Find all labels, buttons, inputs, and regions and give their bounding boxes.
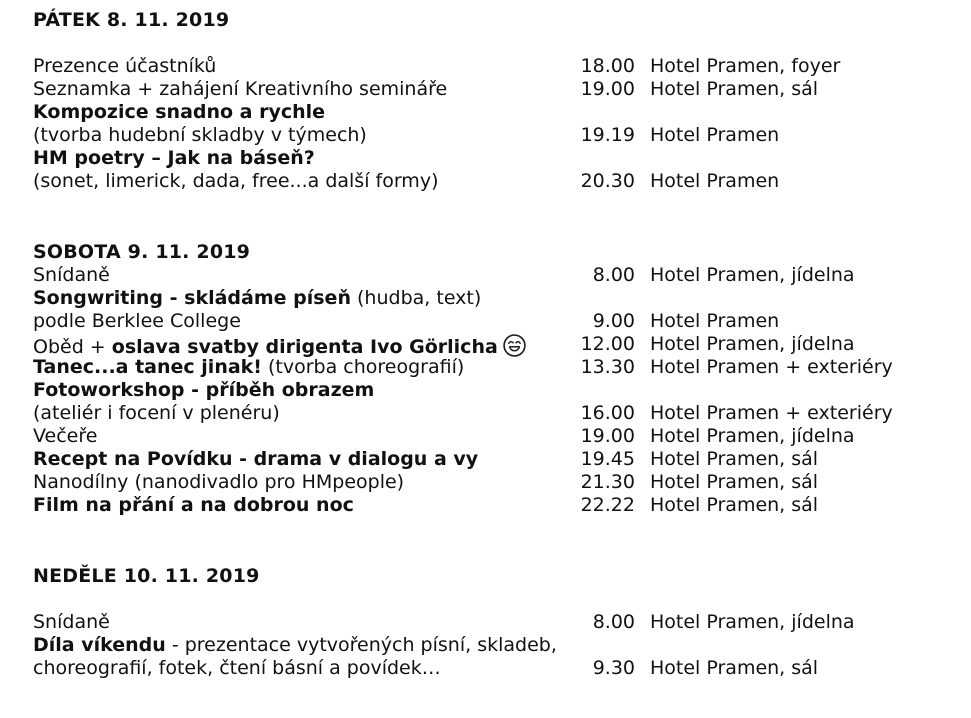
event-title-segment: Oběd + bbox=[33, 336, 112, 358]
event-time: 9.00 bbox=[592, 310, 635, 332]
event-location: Hotel Pramen, jídelna bbox=[650, 611, 855, 633]
event-title bbox=[33, 494, 354, 516]
event-title bbox=[33, 471, 404, 493]
event-title bbox=[33, 78, 447, 100]
schedule-row bbox=[33, 264, 971, 287]
schedule-row bbox=[33, 78, 971, 101]
event-title bbox=[33, 101, 325, 123]
event-location: Hotel Pramen, jídelna bbox=[650, 333, 855, 355]
event-title bbox=[33, 356, 464, 378]
schedule-row bbox=[33, 471, 971, 494]
section-title: SOBOTA 9. 11. 2019 bbox=[33, 241, 251, 263]
event-time: 21.30 bbox=[580, 471, 635, 493]
event-title-bold-segment: Songwriting - skládáme píseň bbox=[33, 287, 351, 309]
event-title bbox=[33, 611, 110, 633]
event-title-bold-segment: Fotoworkshop - příběh obrazem bbox=[33, 379, 375, 401]
event-title-bold-segment: Tanec...a tanec jinak! bbox=[33, 356, 262, 378]
schedule-row bbox=[33, 333, 971, 356]
event-title bbox=[33, 402, 280, 424]
schedule-section bbox=[33, 241, 971, 517]
event-location: Hotel Pramen + exteriéry bbox=[650, 402, 893, 424]
event-time: 19.00 bbox=[580, 425, 635, 447]
event-title-segment: podle Berklee College bbox=[33, 310, 241, 332]
schedule-row bbox=[33, 494, 971, 517]
event-time: 19.00 bbox=[580, 78, 635, 100]
schedule-row bbox=[33, 124, 971, 147]
event-title-segment: (ateliér i focení v plenéru) bbox=[33, 402, 280, 424]
event-title-segment: (tvorba choreografií) bbox=[261, 356, 465, 378]
event-title bbox=[33, 147, 315, 169]
section-title: NEDĚLE 10. 11. 2019 bbox=[33, 565, 260, 587]
event-time: 8.00 bbox=[592, 264, 635, 286]
schedule-row bbox=[33, 657, 971, 680]
event-time: 19.19 bbox=[580, 124, 635, 146]
event-title bbox=[33, 287, 481, 309]
event-location: Hotel Pramen, jídelna bbox=[650, 425, 855, 447]
event-time: 8.00 bbox=[592, 611, 635, 633]
event-location: Hotel Pramen, sál bbox=[650, 78, 819, 100]
event-title bbox=[33, 634, 557, 656]
event-location: Hotel Pramen bbox=[650, 124, 780, 146]
event-title-segment: Snídaně bbox=[33, 611, 110, 633]
event-time: 20.30 bbox=[580, 170, 635, 192]
event-title bbox=[33, 170, 438, 192]
event-title bbox=[33, 264, 110, 286]
schedule-row bbox=[33, 634, 971, 657]
event-title bbox=[33, 55, 216, 77]
event-location: Hotel Pramen, sál bbox=[650, 657, 819, 679]
event-location: Hotel Pramen, foyer bbox=[650, 55, 841, 77]
smiley-icon bbox=[502, 333, 527, 358]
schedule-row bbox=[33, 356, 971, 379]
schedule-row bbox=[33, 425, 971, 448]
event-title-segment: (sonet, limerick, dada, free...a další formy) bbox=[33, 170, 439, 192]
event-title-segment: Prezence účastníků bbox=[33, 55, 217, 77]
schedule-section bbox=[33, 565, 971, 680]
event-title bbox=[33, 124, 367, 146]
schedule-row bbox=[33, 101, 971, 124]
event-title-bold-segment: Recept na Povídku - drama v dialogu a vy bbox=[33, 448, 479, 470]
schedule-row bbox=[33, 611, 971, 634]
event-title-segment: choreografií, fotek, čtení básní a povídek… bbox=[33, 657, 441, 679]
event-location: Hotel Pramen bbox=[650, 170, 780, 192]
schedule-row bbox=[33, 170, 971, 193]
event-time: 16.00 bbox=[580, 402, 635, 424]
event-title-segment: Seznamka + zahájení Kreativního semináře bbox=[33, 78, 448, 100]
event-location: Hotel Pramen bbox=[650, 310, 780, 332]
event-location: Hotel Pramen, sál bbox=[650, 471, 819, 493]
schedule-row bbox=[33, 55, 971, 78]
event-title-bold-segment: Kompozice snadno a rychle bbox=[33, 101, 326, 123]
schedule-row bbox=[33, 310, 971, 333]
schedule-row bbox=[33, 379, 971, 402]
event-title bbox=[33, 448, 478, 470]
schedule-row bbox=[33, 402, 971, 425]
event-location: Hotel Pramen, sál bbox=[650, 448, 819, 470]
event-title-segment: - prezentace vytvořených písní, skladeb, bbox=[165, 634, 557, 656]
event-title-segment: Nanodílny (nanodivadlo pro HMpeople) bbox=[33, 471, 405, 493]
event-title-bold-segment: Díla víkendu bbox=[33, 634, 166, 656]
event-title-segment: (tvorba hudební skladby v týmech) bbox=[33, 124, 367, 146]
schedule-row bbox=[33, 448, 971, 471]
event-time: 9.30 bbox=[592, 657, 635, 679]
event-title bbox=[33, 657, 441, 679]
event-location: Hotel Pramen + exteriéry bbox=[650, 356, 893, 378]
event-time: 18.00 bbox=[580, 55, 635, 77]
schedule-row bbox=[33, 147, 971, 170]
event-time: 13.30 bbox=[580, 356, 635, 378]
event-title bbox=[33, 310, 241, 332]
event-title bbox=[33, 425, 97, 447]
section-title: PÁTEK 8. 11. 2019 bbox=[33, 9, 230, 31]
event-title-segment: (hudba, text) bbox=[350, 287, 482, 309]
event-title-bold-segment: Film na přání a na dobrou noc bbox=[33, 494, 354, 516]
schedule-row bbox=[33, 287, 971, 310]
event-location: Hotel Pramen, jídelna bbox=[650, 264, 855, 286]
schedule-section bbox=[33, 9, 971, 193]
event-title bbox=[33, 336, 527, 358]
event-time: 22.22 bbox=[580, 494, 635, 516]
event-title-segment: Večeře bbox=[33, 425, 98, 447]
event-title-bold-segment: HM poetry – Jak na báseň? bbox=[33, 147, 315, 169]
event-title-bold-segment: oslava svatby dirigenta Ivo Görlicha bbox=[111, 336, 498, 358]
event-title-segment: Snídaně bbox=[33, 264, 110, 286]
event-location: Hotel Pramen, sál bbox=[650, 494, 819, 516]
event-title bbox=[33, 379, 374, 401]
event-time: 19.45 bbox=[580, 448, 635, 470]
event-time: 12.00 bbox=[580, 333, 635, 355]
